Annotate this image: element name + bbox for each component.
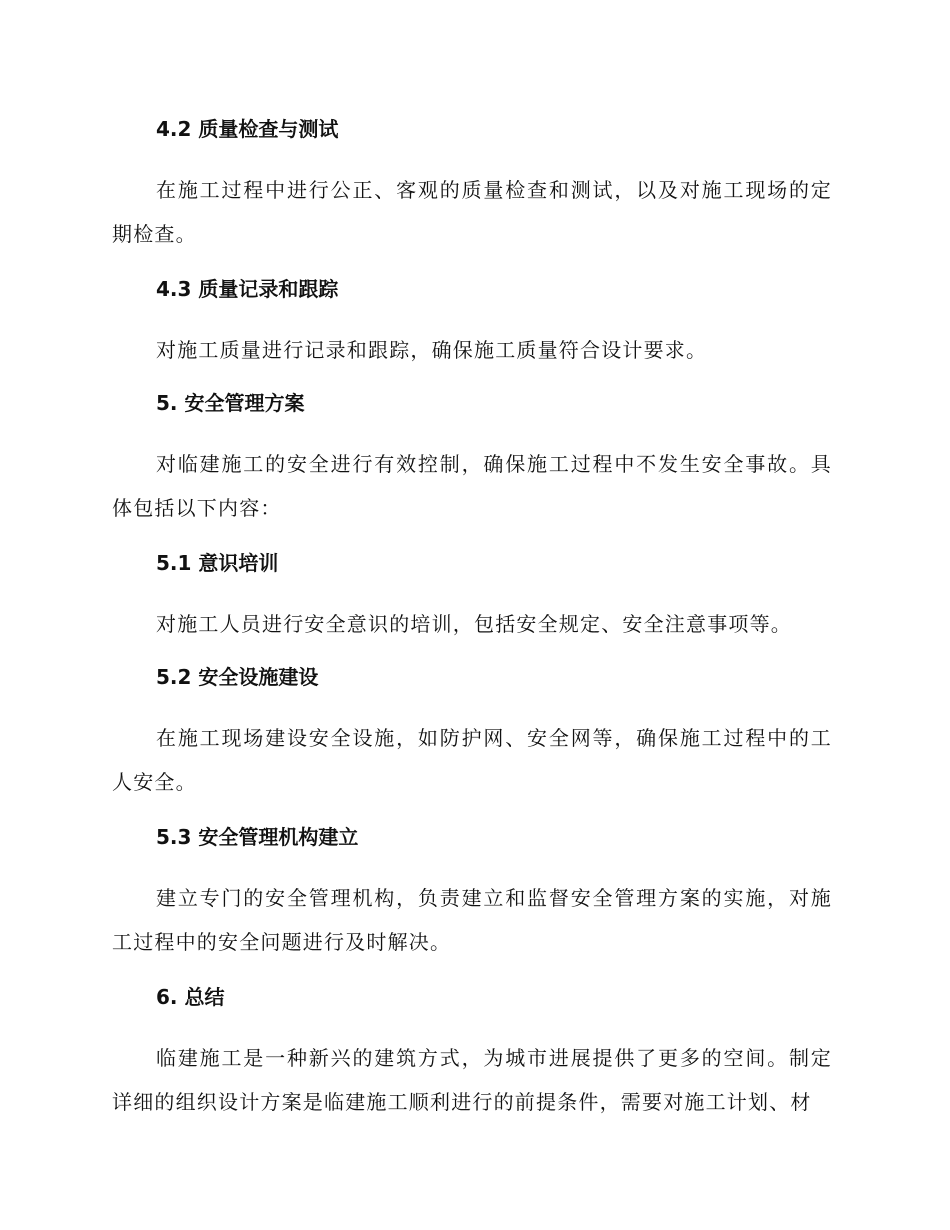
section-4-3-paragraph: 对施工质量进行记录和跟踪，确保施工质量符合设计要求。 [156,338,708,362]
section-5-2-heading: 5.2 安全设施建设 [156,665,319,689]
section-5-heading: 5. 安全管理方案 [156,391,305,415]
section-6-heading: 6. 总结 [156,985,225,1009]
section-5-2-paragraph: 在施工现场建设安全设施，如防护网、安全网等，确保施工过程中的工人安全。 [112,726,832,794]
section-4-2-heading: 4.2 质量检查与测试 [156,117,339,141]
section-5-1-heading: 5.1 意识培训 [156,551,279,575]
section-6-paragraph: 临建施工是一种新兴的建筑方式，为城市进展提供了更多的空间。制定详细的组织设计方案是临建施工顺利进行的前提条件，需要对施工计划、材 [112,1046,832,1114]
section-4-2-paragraph: 在施工过程中进行公正、客观的质量检查和测试，以及对施工现场的定期检查。 [112,178,832,246]
document-body [112,110,832,1138]
section-4-3-heading: 4.3 质量记录和跟踪 [156,277,339,301]
section-5-3-paragraph: 建立专门的安全管理机构，负责建立和监督安全管理方案的实施，对施工过程中的安全问题进行及时解决。 [112,886,832,954]
section-5-3-heading: 5.3 安全管理机构建立 [156,825,359,849]
section-5-paragraph: 对临建施工的安全进行有效控制，确保施工过程中不发生安全事故。具体包括以下内容： [112,452,832,520]
section-5-1-paragraph: 对施工人员进行安全意识的培训，包括安全规定、安全注意事项等。 [156,612,792,636]
